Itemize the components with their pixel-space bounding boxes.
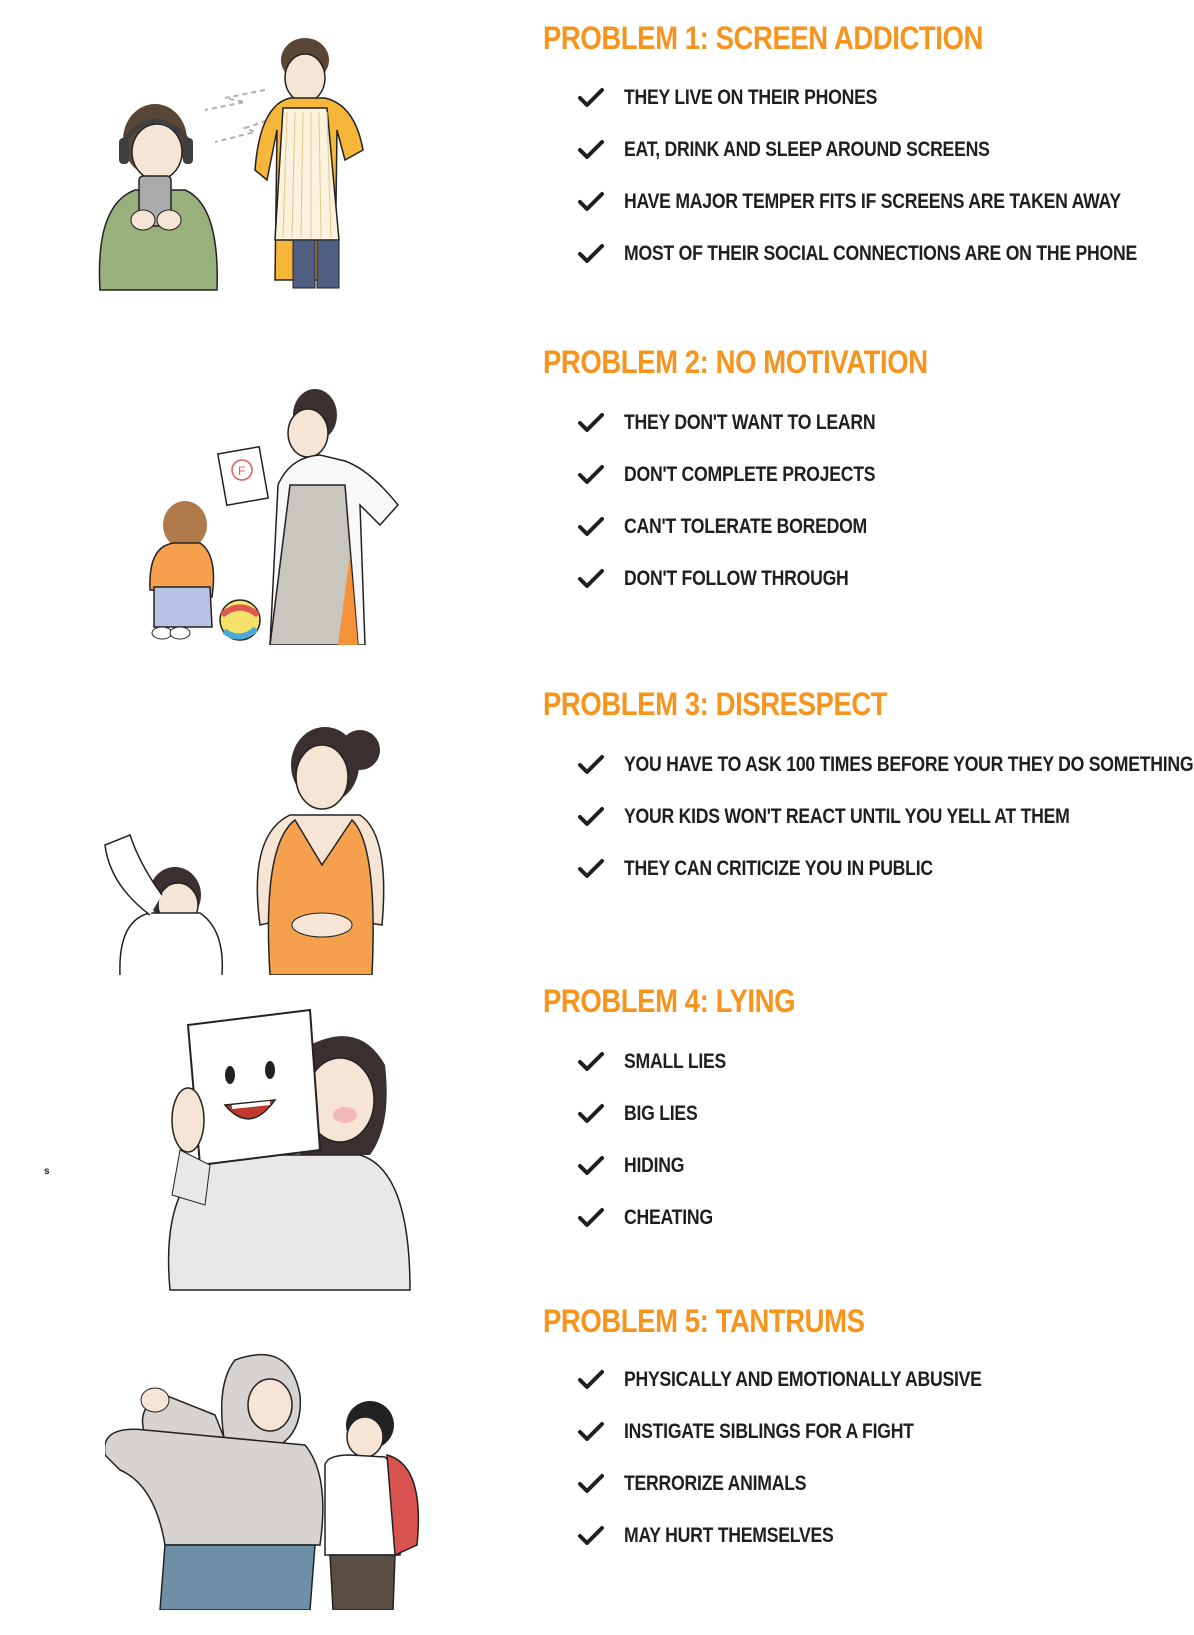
list-item-text: YOUR KIDS WON'T REACT UNTIL YOU YELL AT THEM [624, 805, 1070, 828]
checkmark-icon [578, 516, 604, 538]
list-item-text: EAT, DRINK AND SLEEP AROUND SCREENS [624, 138, 990, 161]
checkmark-icon [578, 1051, 604, 1073]
problem-section-2 [0, 340, 1194, 660]
list-item [578, 1469, 841, 1499]
checkmark-icon [578, 87, 604, 109]
list-item-text: HIDING [624, 1154, 685, 1177]
list-item-text: INSTIGATE SIBLINGS FOR A FIGHT [624, 1420, 914, 1443]
list-item [578, 135, 1059, 165]
list-item [578, 854, 992, 884]
problem-title: PROBLEM 1: SCREEN ADDICTION [543, 20, 983, 56]
list-item [578, 1047, 745, 1077]
checkmark-icon [578, 1155, 604, 1177]
list-item-text: DON'T FOLLOW THROUGH [624, 567, 849, 590]
problem-section-1 [0, 0, 1194, 320]
problem-title: PROBLEM 5: TANTRUMS [543, 1303, 865, 1339]
list-item [578, 750, 1194, 780]
problem-section-5 [0, 1303, 1194, 1635]
problem-title: PROBLEM 3: DISRESPECT [543, 686, 888, 722]
checkmark-icon [578, 412, 604, 434]
list-item [578, 1099, 711, 1129]
stray-text-mark: s [44, 1166, 50, 1177]
list-item-text: CHEATING [624, 1206, 713, 1229]
checkmark-icon [578, 1103, 604, 1125]
list-item-text: MAY HURT THEMSELVES [624, 1524, 834, 1547]
checkmark-icon [578, 139, 604, 161]
list-item [578, 802, 1154, 832]
list-item-text: MOST OF THEIR SOCIAL CONNECTIONS ARE ON THE PHONE [624, 242, 1137, 265]
checkmark-icon [578, 1473, 604, 1495]
problem-section-4 [0, 983, 1194, 1290]
list-item-text: CAN'T TOLERATE BOREDOM [624, 515, 867, 538]
list-item [578, 1151, 696, 1181]
list-item [578, 1365, 1050, 1395]
list-item-text: THEY LIVE ON THEIR PHONES [624, 86, 878, 109]
list-item [578, 460, 923, 490]
checkmark-icon [578, 243, 604, 265]
problem-title: PROBLEM 4: LYING [543, 983, 796, 1019]
list-item-text: SMALL LIES [624, 1050, 727, 1073]
woman-hiding-behind-smiley-mask-illustration [160, 1005, 430, 1295]
list-item [578, 564, 891, 594]
checkmark-icon [578, 191, 604, 213]
list-item-text: TERRORIZE ANIMALS [624, 1472, 807, 1495]
svg-text:F: F [238, 464, 246, 478]
list-item-text: BIG LIES [624, 1102, 698, 1125]
checkmark-icon [578, 464, 604, 486]
list-item [578, 408, 923, 438]
checkmark-icon [578, 1421, 604, 1443]
checkmark-icon [578, 858, 604, 880]
teen-on-phone-and-angry-mother-illustration [95, 30, 425, 310]
hooded-teen-bullying-child-illustration [105, 1345, 425, 1610]
list-item [578, 1417, 969, 1447]
list-item [578, 1521, 873, 1551]
list-item-text: HAVE MAJOR TEMPER FITS IF SCREENS ARE TAKEN AWAY [624, 190, 1121, 213]
list-item-text: THEY DON'T WANT TO LEARN [624, 411, 876, 434]
list-item [578, 187, 1194, 217]
checkmark-icon [578, 1369, 604, 1391]
checkmark-icon [578, 568, 604, 590]
checkmark-icon [578, 1525, 604, 1547]
problem-title: PROBLEM 2: NO MOTIVATION [543, 344, 928, 380]
checkmark-icon [578, 754, 604, 776]
list-item [578, 1203, 730, 1233]
checkmark-icon [578, 806, 604, 828]
checkmark-icon [578, 1207, 604, 1229]
list-item-text: THEY CAN CRITICIZE YOU IN PUBLIC [624, 857, 933, 880]
sad-child-and-mother-with-f-grade-illustration [140, 375, 430, 645]
list-item [578, 83, 925, 113]
list-item-text: DON'T COMPLETE PROJECTS [624, 463, 876, 486]
defiant-girl-and-tired-mother-illustration [90, 695, 420, 975]
list-item-text: YOU HAVE TO ASK 100 TIMES BEFORE YOUR THEY DO SOMETHING [624, 753, 1194, 776]
list-item-text: PHYSICALLY AND EMOTIONALLY ABUSIVE [624, 1368, 982, 1391]
problem-section-3 [0, 680, 1194, 980]
list-item [578, 512, 913, 542]
list-item [578, 239, 1194, 269]
